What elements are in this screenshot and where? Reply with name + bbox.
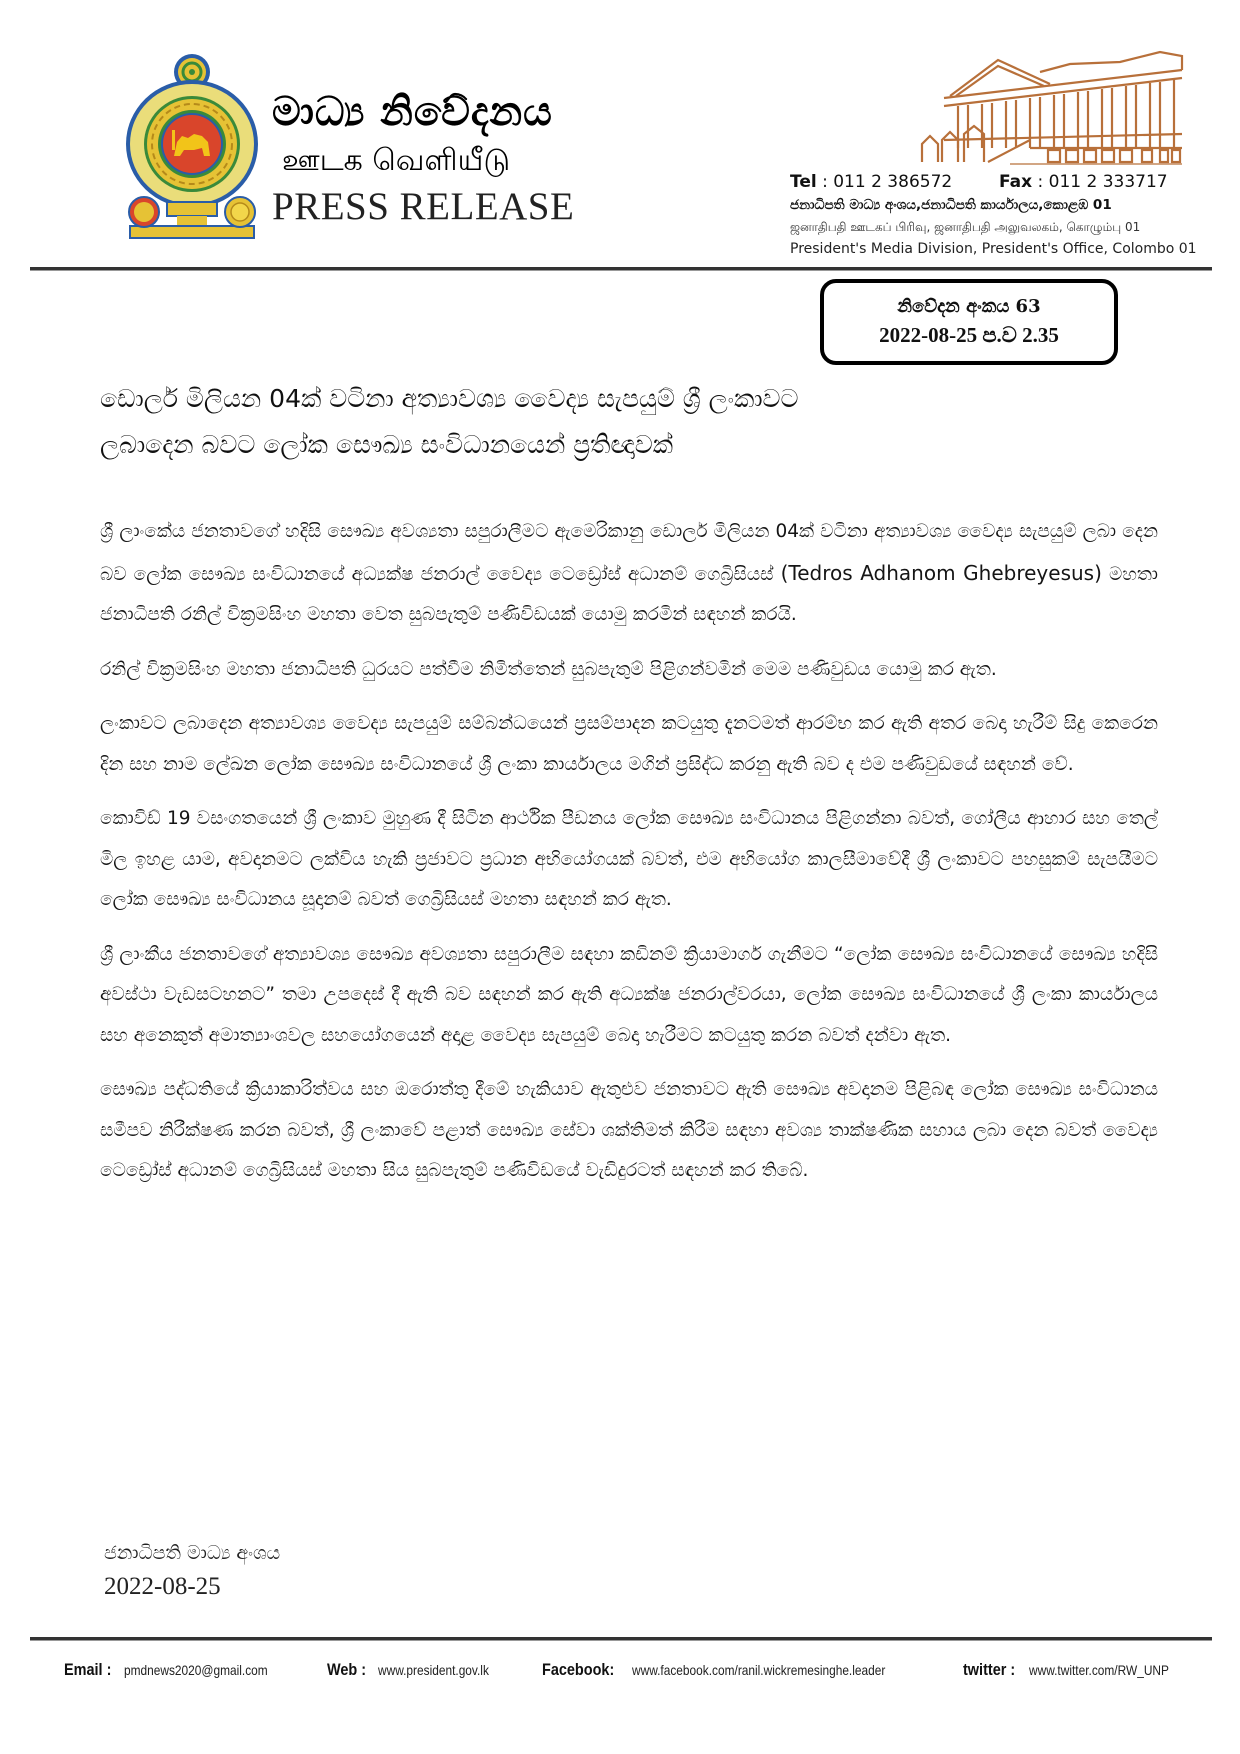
headline-line-1: ඩොලර් මිලියන 04ක් වටිනා අත්‍යාවශ්‍ය වෛද්‍ය සැපයුම් ශ්‍රී ලංකාවට [100,384,799,413]
footer-web [327,1660,508,1680]
email-link[interactable]: pmdnews2020@gmail.com [124,1662,268,1678]
paragraph-5: ශ්‍රී ලාංකීය ජනතාවගේ අත්‍යාවශ්‍ය සෞඛ්‍ය අවශ්‍යතා සපුරාලීම සඳහා කඩිනම් ක්‍රියාමාර්ග ගැනීමට “ලෝක සෞඛ්‍ය සංවිධානයේ සෞඛ්‍ය හදිසි අවස්ථා වැඩසටහනට” තමා උපදෙස් දී ඇති බව සඳහන් කර ඇති අධ්‍යක්ෂ ජනරාල්වරයා, ලෝක සෞඛ්‍ය සංවිධානයේ ශ්‍රී ලංකා කාර්යාලය සහ අනෙකුත් අමාත්‍යාංශවල සහයෝගයෙන් අදාළ වෛද්‍ය සැපයුම් බෙදා හැරීමට කටයුතු කරන බවත් දන්වා ඇත. [100,943,1158,1046]
web-label: Web : [327,1660,367,1679]
headline-line-2: ලබාදෙන බවට ලෝක සෞඛ්‍ය සංවිධානයෙන් ප්‍රතිඥාවක් [100,430,674,459]
paragraph-4: කොවිඩ් 19 වසංගතයෙන් ශ්‍රී ලංකාව මුහුණ දී සිටින ආර්ථික පීඩනය ලෝක සෞඛ්‍ය සංවිධානය පිළිගන්නා බවත්, ගෝලීය ආහාර සහ තෙල් මිල ඉහළ යාම, අවදානමට ලක්විය හැකි ප්‍රජාවට ප්‍රධාන අභියෝගයක් බවත්, එම අභියෝග කාලසීමාවේදී ශ්‍රී ලංකාවට පහසුකම් සැපයීමට ලෝක සෞඛ්‍ය සංවිධානය සූදානම් බවත් ගෙබ්‍රිසියස් මහතා සඳහන් කර ඇත. [100,808,1158,910]
signature-block [104,1536,280,1604]
header-divider [30,267,1212,270]
headline [100,376,1100,468]
web-link[interactable]: www.president.gov.lk [377,1662,489,1678]
article-body [100,512,1158,1206]
release-datetime: 2022-08-25 ප.ව 2.35 [879,323,1059,347]
paragraph-1-after: මහතා ජනාධිපති රනිල් වික්‍රමසිංහ මහතා වෙත සුබපැතුම් පණිවිඩයක් යොමු කරමින් සඳහන් කරයි. [100,563,1158,625]
masthead-tamil: ஊடக வெளியீடு [282,143,511,178]
paragraph-2: රනිල් වික්‍රමසිංහ මහතා ජනාධිපති ධුරයට පත්වීම නිමිත්තෙන් සුබපැතුම් පිළිගන්වමින් මෙම පණිවුඩය යොමු කර ඇත. [100,658,997,680]
release-number: නිවේදන අංකය 63 [897,296,1041,317]
footer-twitter [963,1660,1194,1680]
contact-block [790,170,1197,260]
paragraph-1-latin-name: (Tedros Adhanom Ghebreyesus) [780,560,1102,585]
signature-date: 2022-08-25 [104,1573,221,1600]
tel-fax-line [790,170,1190,194]
tel-label: Tel [790,172,817,192]
footer-email [64,1660,293,1680]
masthead-english: PRESS RELEASE [272,185,575,228]
address-tamil: ஜனாதிபதி ஊடகப் பிரிவு, ஜனாதிபதி அலுவலகம், கொழும்பு 01 [790,220,1141,234]
release-reference-box [820,279,1118,365]
signature-organization: ජනාධිපති මාධ්‍ය අංශය [104,1542,281,1564]
paragraph-6: සෞඛ්‍ය පද්ධතියේ ක්‍රියාකාරිත්වය සහ ඔරොත්තු දීමේ හැකියාව ඇතුළුව ජනතාවට ඇති සෞඛ්‍ය අවදානම පිළිබඳ ලෝක සෞඛ්‍ය සංවිධානය සමීපව නිරීක්ෂණ කරන බවත්, ශ්‍රී ලංකාවේ පළාත් සෞඛ්‍ය සේවා ශක්තිමත් කිරීම සඳහා අවශ්‍ය තාක්ෂණික සහාය ලබා දෙන බවත් වෛද්‍ය ටෙඩ්‍රෝස් අධානම් ගෙබ්‍රිසියස් මහතා සිය සුබපැතුම් පණිවිඩයේ වැඩිදුරටත් සඳහන් කර තිබේ. [100,1079,1158,1181]
footer-divider [30,1637,1212,1640]
fax-value: : 011 2 333717 [1037,172,1168,192]
paragraph-3: ලංකාවට ලබාදෙන අත්‍යාවශ්‍ය වෛද්‍ය සැපයුම් සම්බන්ධයෙන් ප්‍රසම්පාදන කටයුතු දැනටමත් ආරම්භ කර ඇති අතර බෙදා හැරීම් සිදු කෙරෙන දින සහ නාම ලේඛන ලෝක සෞඛ්‍ය සංවිධානයේ ශ්‍රී ලංකා කාර්යාලය මගින් ප්‍රසිද්ධ කරනු ඇති බව ද එම පණිවුඩයේ සඳහන් වේ. [100,713,1158,775]
twitter-label: twitter : [963,1660,1016,1679]
twitter-link[interactable]: www.twitter.com/RW_UNP [1029,1662,1170,1678]
tel-value: : 011 2 386572 [822,172,953,192]
facebook-label: Facebook: [542,1660,615,1679]
paragraph-1-before: ශ්‍රී ලාංකේය ජනතාවගේ හදිසි සෞඛ්‍ය අවශ්‍යතා සපුරාලීමට ඇමෙරිකානු ඩොලර් මිලියන 04ක් වටිනා අත්‍යාවශ්‍ය වෛද්‍ය සැපයුම් ලබා දෙන බව ලෝක සෞඛ්‍ය සංවිධානයේ අධ්‍යක්ෂ ජනරාල් වෛද්‍ය ටෙඩ්‍රෝස් අධානම් ගෙබ්‍රිසියස් [100,521,1158,585]
building-icon [920,44,1190,166]
masthead [272,86,592,230]
footer-contacts [64,1660,1194,1680]
footer-facebook [542,1660,930,1680]
address-english: President's Media Division, President's Office, Colombo 01 [790,241,1197,257]
facebook-link[interactable]: www.facebook.com/ranil.wickremesinghe.leader [631,1662,885,1678]
address-sinhala: ජනාධිපති මාධ්‍ය අංශය,ජනාධිපති කාර්යාලය,කොළඹ 01 [790,197,1112,213]
masthead-sinhala: මාධ්‍ය නිවේදනය [272,89,553,135]
fax-label: Fax [999,172,1033,192]
email-label: Email : [64,1660,112,1679]
state-emblem-icon [122,52,262,242]
paragraph-1 [100,512,1158,636]
